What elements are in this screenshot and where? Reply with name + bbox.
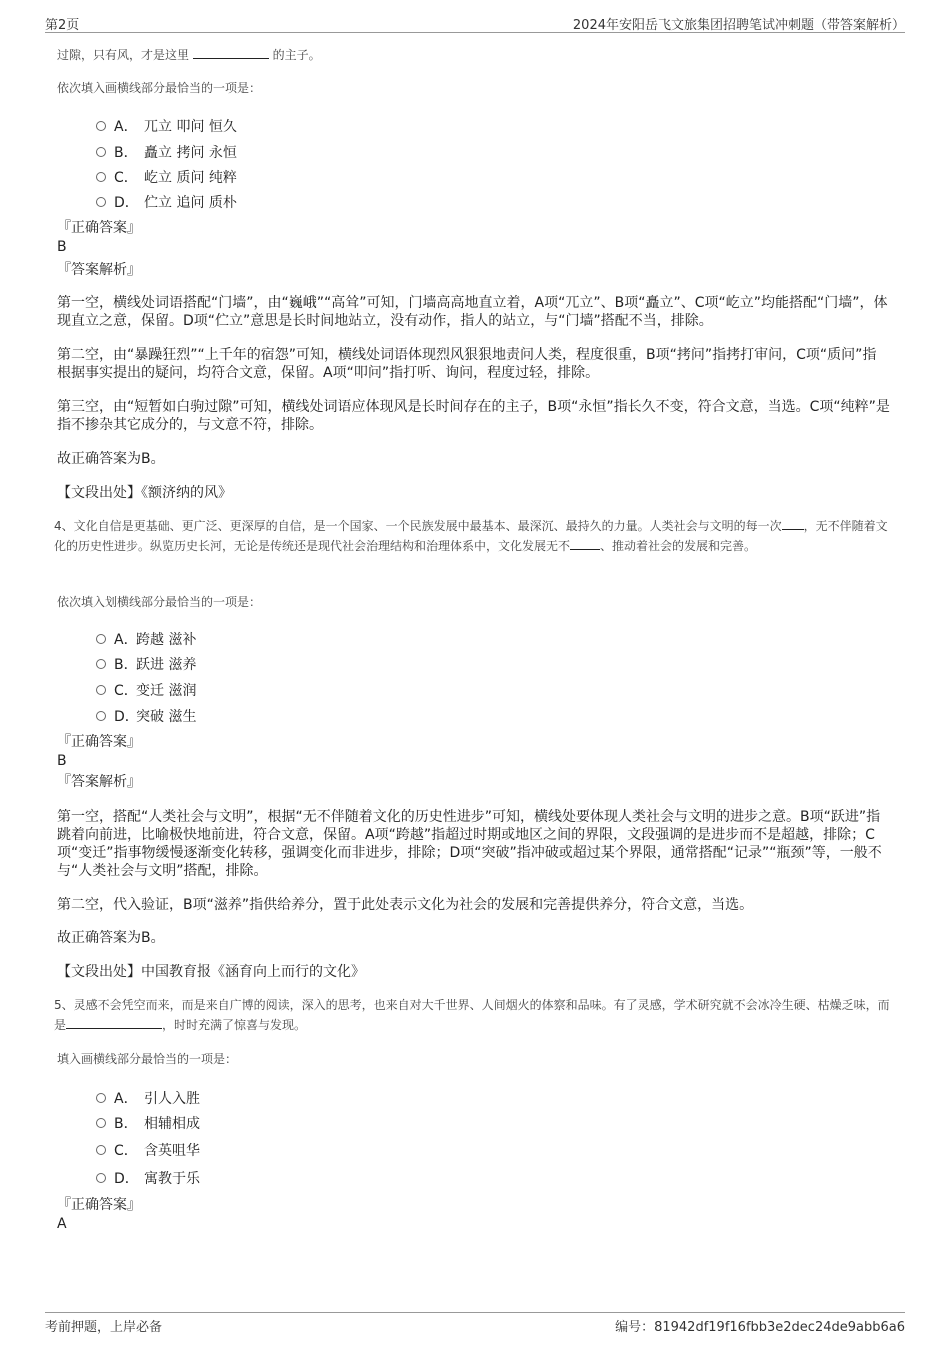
q5-answer: A: [57, 1216, 67, 1232]
option-letter: B．: [114, 145, 138, 161]
document-title: 2024年安阳岳飞文旅集团招聘笔试冲刺题（带答案解析）: [572, 18, 905, 33]
option-text: 伫立 追问 质朴: [144, 195, 237, 211]
q3-option-b[interactable]: [96, 142, 237, 162]
option-letter: D．: [114, 195, 139, 211]
q4-analysis-paragraph-2: 第二空，代入验证，B项“滋养”指供给养分，置于此处表示文化为社会的发展和完善提供养分，符合文意，当选。: [57, 897, 754, 913]
option-letter: C．: [114, 1143, 138, 1159]
q3-analysis-paragraph-1: 第一空，横线处词语搭配“门墙”，由“巍峨”“高耸”可知，门墙高高地直立着，A项“兀立”、B项“矗立”、C项“屹立”均能搭配“门墙”，体现直立之意，保留。D项“伫立”意思是长时间地站立，没有动作，指人的站立，与“门墙”搭配不当，排除。: [57, 295, 888, 329]
option-letter: B．: [114, 657, 138, 673]
fill-blank: [193, 46, 269, 59]
q3-instruction: 依次填入画横线部分最恰当的一项是：: [57, 81, 262, 95]
q4-answer: B: [57, 753, 67, 769]
option-text: 矗立 拷问 永恒: [144, 145, 237, 161]
option-letter: C．: [114, 683, 138, 699]
option-text: 跨越 滋补: [136, 632, 197, 648]
option-letter: D．: [114, 709, 139, 725]
radio-icon[interactable]: [96, 1093, 106, 1103]
q3-option-a[interactable]: [96, 116, 237, 136]
page-footer: [45, 1312, 905, 1337]
option-text: 变迁 滋润: [136, 683, 197, 699]
q5-stem-text-2: ，时时充满了惊喜与发现。: [162, 1018, 307, 1032]
page-header: [45, 12, 905, 33]
q3-stem-text-end: 的主子。: [272, 48, 321, 62]
code-label: 编号：: [615, 1320, 655, 1335]
q4-analysis-paragraph-1: 第一空，搭配“人类社会与文明”，根据“无不伴随着文化的历史性进步”可知，横线处要体现人类社会与文明的进步之意。B项“跃进”指跳着向前进，比喻极快地前进，符合文意，保留。A项“跨越”指超过时期或地区之间的界限，文段强调的是进步而不是超越，排除；C项“变迁”指事物缓慢逐渐变化转移，强调变化而非进步，排除；D项“突破”指冲破或超过某个界限，通常搭配“记录”“瓶颈”等，一般不与“人类社会与文明”搭配，排除。: [57, 809, 882, 879]
radio-icon[interactable]: [96, 172, 106, 182]
q4-answer-label: 『正确答案』: [57, 734, 141, 750]
option-letter: A．: [114, 1091, 138, 1107]
option-text: 兀立 叩问 恒久: [144, 119, 237, 135]
q3-analysis-paragraph-2: 第二空，由“暴躁狂烈”“上千年的宿怨”可知，横线处词语体现烈风狠狠地责问人类，程度很重，B项“拷问”指拷打审问，C项“质问”指根据事实提出的疑问，均符合文意，保留。A项“叩问”指打听、询问，程度过轻，排除。: [57, 347, 877, 381]
q5-instruction: 填入画横线部分最恰当的一项是：: [57, 1052, 238, 1066]
q4-stem: [54, 516, 890, 556]
radio-icon[interactable]: [96, 634, 106, 644]
q5-option-d[interactable]: [96, 1168, 200, 1188]
q3-option-c[interactable]: [96, 167, 237, 187]
q3-source: 【文段出处】《额济纳的风》: [57, 485, 232, 501]
q4-analysis-label: 『答案解析』: [57, 774, 141, 790]
radio-icon[interactable]: [96, 197, 106, 207]
q5-option-c[interactable]: [96, 1140, 200, 1160]
option-letter: C．: [114, 170, 138, 186]
q3-answer-label: 『正确答案』: [57, 220, 141, 236]
document-code: [615, 1316, 905, 1335]
q3-analysis-label: 『答案解析』: [57, 262, 141, 278]
radio-icon[interactable]: [96, 1173, 106, 1183]
q5-answer-label: 『正确答案』: [57, 1197, 141, 1213]
q3-option-d[interactable]: [96, 192, 237, 212]
q4-source: 【文段出处】中国教育报《涵育向上而行的文化》: [57, 964, 365, 980]
q4-conclusion: 故正确答案为B。: [57, 930, 165, 946]
q4-option-a[interactable]: [96, 629, 196, 649]
q3-answer: B: [57, 239, 67, 255]
q4-option-b[interactable]: [96, 654, 196, 674]
option-text: 突破 滋生: [136, 709, 197, 725]
fill-blank: [782, 517, 804, 530]
q5-option-b[interactable]: [96, 1113, 200, 1133]
option-text: 含英咀华: [144, 1143, 200, 1159]
radio-icon[interactable]: [96, 711, 106, 721]
q4-stem-text-1: 4、文化自信是更基础、更广泛、更深厚的自信，是一个国家、一个民族发展中最基本、最深沉、最持久的力量。人类社会与文明的每一次: [54, 519, 782, 533]
radio-icon[interactable]: [96, 1145, 106, 1155]
radio-icon[interactable]: [96, 147, 106, 157]
radio-icon[interactable]: [96, 121, 106, 131]
footer-slogan: 考前押题，上岸必备: [45, 1320, 163, 1335]
option-text: 寓教于乐: [144, 1171, 200, 1187]
option-text: 屹立 质问 纯粹: [144, 170, 237, 186]
option-letter: D．: [114, 1171, 139, 1187]
q4-stem-text-2: ，无不伴随着文化的历史性进步。纵览历史长河，无论是传统还是现代社会治理结构和治理体系中，文化发展无不: [54, 519, 888, 553]
q3-stem-text: 过隙，只有风，才是这里: [57, 48, 190, 62]
option-text: 相辅相成: [144, 1116, 200, 1132]
q5-option-a[interactable]: [96, 1088, 200, 1108]
option-letter: B．: [114, 1116, 138, 1132]
radio-icon[interactable]: [96, 659, 106, 669]
fill-blank: [570, 537, 600, 550]
q4-instruction: 依次填入划横线部分最恰当的一项是：: [57, 595, 262, 609]
q4-option-d[interactable]: [96, 706, 196, 726]
q4-stem-text-3: 、推动着社会的发展和完善。: [600, 539, 757, 553]
q5-stem-text-1: 5、灵感不会凭空而来，而是来自广博的阅读，深入的思考，也来自对大千世界、人间烟火的体察和品味。有了灵感，学术研究就不会冰冷生硬、枯燥乏味，而是: [54, 998, 890, 1032]
option-text: 引人入胜: [144, 1091, 200, 1107]
option-letter: A．: [114, 119, 138, 135]
q3-conclusion: 故正确答案为B。: [57, 451, 165, 467]
q4-option-c[interactable]: [96, 680, 196, 700]
fill-blank: [66, 1016, 162, 1029]
q5-stem: [54, 995, 890, 1035]
page-number: 第2页: [45, 18, 80, 33]
option-letter: A．: [114, 632, 138, 648]
radio-icon[interactable]: [96, 1118, 106, 1128]
code-value: 81942df19f16fbb3e2dec24de9abb6a6: [654, 1320, 905, 1335]
q3-stem-tail: [57, 46, 890, 63]
radio-icon[interactable]: [96, 685, 106, 695]
option-text: 跃进 滋养: [136, 657, 197, 673]
q3-analysis-paragraph-3: 第三空，由“短暂如白驹过隙”可知，横线处词语应体现风是长时间存在的主子，B项“永恒”指长久不变，符合文意，当选。C项“纯粹”是指不掺杂其它成分的，与文意不符，排除。: [57, 399, 890, 433]
